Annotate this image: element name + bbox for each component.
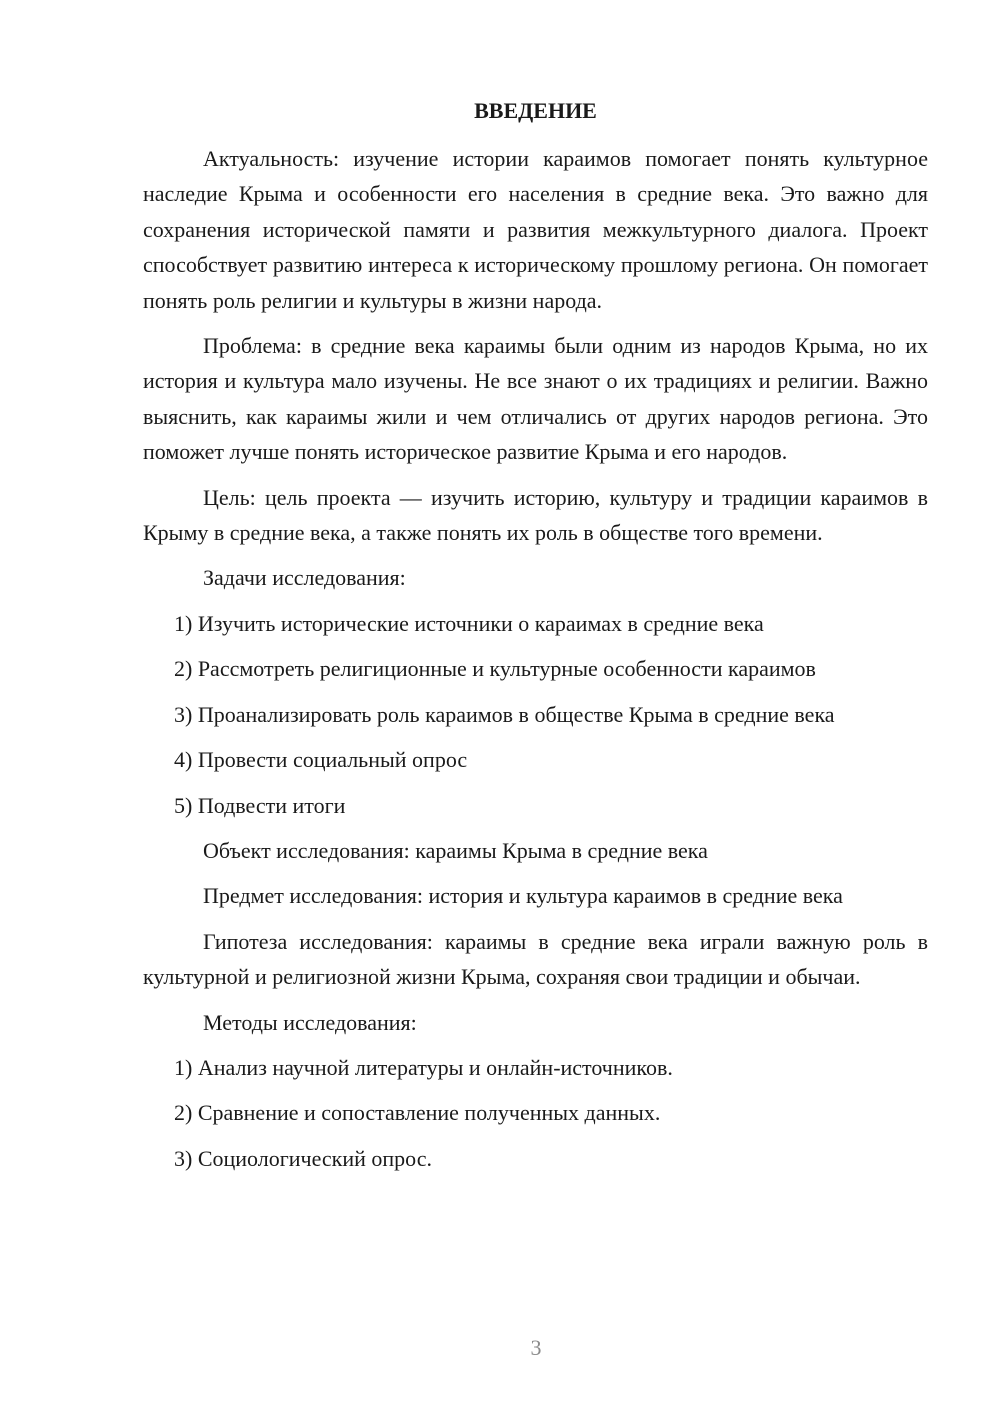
relevance-paragraph: Актуальность: изучение истории караимов помогает понять культурное наследие Крыма и особенности его населения в средние века. Это важно для сохранения исторической памяти и развития межкультурного диалога. Проект способствует развитию интереса к историческому прошлому региона. Он помогает понять роль религии и культуры в жизни народа. [143, 146, 928, 313]
page-number: 3 [530, 1335, 542, 1360]
research-object: Объект исследования: караимы Крыма в средние века [203, 837, 708, 863]
section-heading: ВВЕДЕНИЕ [474, 98, 597, 123]
task-item: 4) Провести социальный опрос [174, 747, 468, 773]
task-item: 3) Проанализировать роль караимов в обществе Крыма в средние века [174, 701, 835, 727]
method-item: 3) Социологический опрос. [174, 1145, 432, 1171]
method-item: 1) Анализ научной литературы и онлайн-источников. [174, 1054, 673, 1080]
task-item: 5) Подвести итоги [174, 792, 346, 818]
methods-title: Методы исследования: [203, 1009, 417, 1035]
problem-paragraph: Проблема: в средние века караимы были одним из народов Крыма, но их история и культура мало изучены. Не все знают о их традициях и религии. Важно выяснить, как караимы жили и чем отличались от других народов региона. Это поможет лучше понять историческое развитие Крыма и его народов. [143, 333, 928, 465]
task-item: 1) Изучить исторические источники о караимах в средние века [174, 610, 764, 636]
method-item: 2) Сравнение и сопоставление полученных данных. [174, 1100, 661, 1126]
research-subject: Предмет исследования: история и культура караимов в средние века [203, 883, 843, 909]
hypothesis-paragraph: Гипотеза исследования: караимы в средние века играли важную роль в культурной и религиозной жизни Крыма, сохраняя свои традиции и обычаи. [143, 928, 928, 990]
goal-paragraph: Цель: цель проекта — изучить историю, культуру и традиции караимов в Крыму в средние века, а также понять их роль в обществе того времени. [143, 484, 928, 546]
tasks-title: Задачи исследования: [203, 565, 406, 591]
page-content [143, 93, 928, 1186]
task-item: 2) Рассмотреть религиционные и культурные особенности караимов [174, 656, 816, 682]
